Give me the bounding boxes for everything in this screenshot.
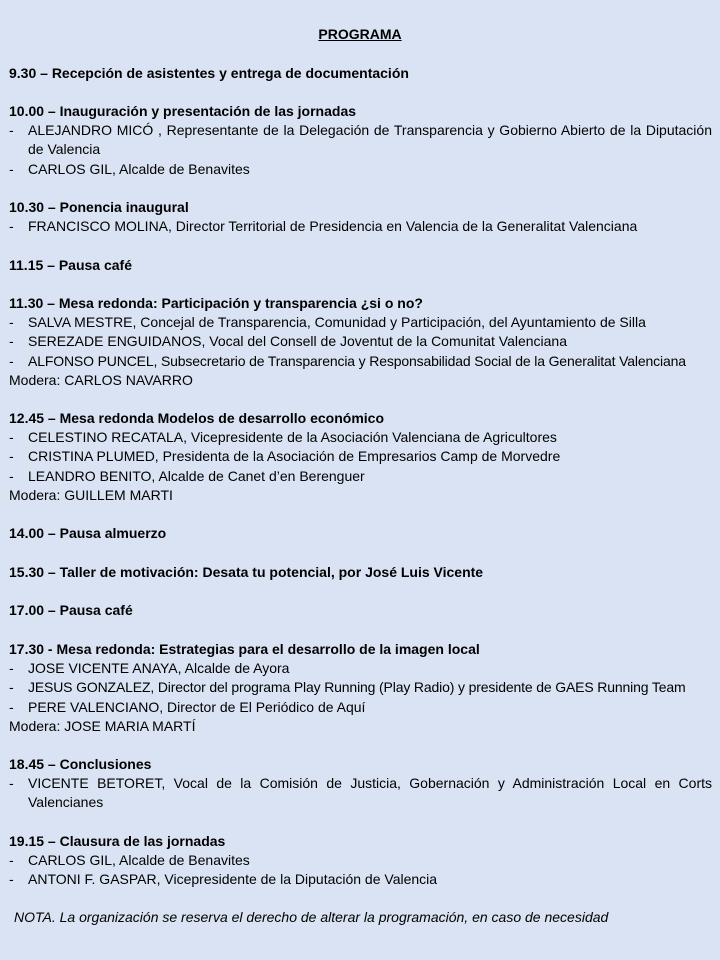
- list-item: [9, 851, 712, 870]
- list-item: [9, 447, 712, 466]
- list-item-text: JOSE VICENTE ANAYA, Alcalde de Ayora: [28, 660, 290, 677]
- list-item-text: ALFONSO PUNCEL, Subsecretario de Transparencia y Responsabilidad Social de la Generalitat Valenciana: [28, 352, 686, 369]
- section-conclusions: [9, 755, 712, 813]
- page-title: PROGRAMA: [318, 26, 402, 42]
- bullet-dash: -: [9, 660, 14, 677]
- bullet-dash: -: [9, 429, 14, 446]
- bullet-dash: -: [9, 333, 14, 350]
- bullet-dash: -: [9, 122, 14, 139]
- disclaimer-note: NOTA. La organización se reserva el derecho de alterar la programación, en caso de necesidad: [14, 909, 609, 925]
- list-item: [9, 428, 712, 447]
- list-item: [9, 698, 712, 717]
- section-round-table-1: [9, 294, 712, 390]
- section-opening-talk: [9, 198, 712, 236]
- moderator-line: Modera: JOSE MARIA MARTÍ: [9, 717, 196, 734]
- list-item-text: PERE VALENCIANO, Director de El Periódico de Aquí: [28, 698, 366, 715]
- section-heading: 12.45 – Mesa redonda Modelos de desarrollo económico: [9, 410, 385, 426]
- list-item-text: SALVA MESTRE, Concejal de Transparencia, Comunidad y Participación, del Ayuntamiento de Silla: [28, 314, 646, 331]
- list-item: [9, 121, 712, 159]
- list-item: [9, 870, 712, 889]
- list-item-text: ALEJANDRO MICÓ , Representante de la Delegación de Transparencia y Gobierno Abierto de la Diputación de Valencia: [28, 122, 712, 158]
- section-heading: 10.00 – Inauguración y presentación de las jornadas: [9, 103, 357, 119]
- list-item-text: LEANDRO BENITO, Alcalde de Canet d’en Berenguer: [28, 467, 365, 484]
- list-item-text: CELESTINO RECATALA, Vicepresidente de la Asociación Valenciana de Agricultores: [28, 429, 557, 446]
- section-workshop: [9, 563, 712, 582]
- section-round-table-2: [9, 409, 712, 505]
- section-heading: 10.30 – Ponencia inaugural: [9, 199, 189, 215]
- section-heading: 18.45 – Conclusiones: [9, 756, 152, 772]
- section-heading: 17.30 - Mesa redonda: Estrategias para el desarrollo de la imagen local: [9, 641, 480, 657]
- section-heading: 9.30 – Recepción de asistentes y entrega de documentación: [9, 65, 409, 81]
- list-item-text: VICENTE BETORET, Vocal de la Comisión de Justicia, Gobernación y Administración Local en Corts Valencianes: [28, 775, 712, 811]
- moderator-line: Modera: CARLOS NAVARRO: [9, 371, 193, 388]
- section-heading: 17.00 – Pausa café: [9, 602, 133, 618]
- list-item-text: SEREZADE ENGUIDANOS, Vocal del Consell de Joventut de la Comunitat Valenciana: [28, 333, 567, 350]
- section-coffee-break-1: [9, 256, 712, 275]
- bullet-dash: -: [9, 160, 14, 177]
- bullet-dash: -: [9, 467, 14, 484]
- bullet-dash: -: [9, 448, 14, 465]
- list-item: [9, 313, 712, 332]
- section-heading: 11.30 – Mesa redonda: Participación y transparencia ¿si o no?: [9, 295, 423, 311]
- bullet-dash: -: [9, 352, 14, 369]
- list-item-text: CARLOS GIL, Alcalde de Benavites: [28, 852, 250, 869]
- bullet-dash: -: [9, 314, 14, 331]
- bullet-dash: -: [9, 218, 14, 235]
- section-closing: [9, 832, 712, 890]
- list-item: [9, 217, 712, 236]
- list-item: [9, 659, 712, 678]
- section-heading: 19.15 – Clausura de las jornadas: [9, 833, 226, 849]
- moderator-line: Modera: GUILLEM MARTI: [9, 486, 173, 503]
- list-item-text: ANTONI F. GASPAR, Vicepresidente de la Diputación de Valencia: [28, 871, 438, 888]
- section-reception: [9, 64, 712, 83]
- section-inauguration: [9, 102, 712, 179]
- section-round-table-3: [9, 640, 712, 736]
- bullet-dash: -: [9, 852, 14, 869]
- list-item-text: CARLOS GIL, Alcalde de Benavites: [28, 160, 250, 177]
- bullet-dash: -: [9, 698, 14, 715]
- list-item-text: JESUS GONZALEZ, Director del programa Play Running (Play Radio) y presidente de GAES Running Team: [28, 679, 686, 696]
- list-item: [9, 352, 712, 371]
- list-item-text: CRISTINA PLUMED, Presidenta de la Asociación de Empresarios Camp de Morvedre: [28, 448, 561, 465]
- list-item: [9, 678, 712, 697]
- list-item: [9, 467, 712, 486]
- section-lunch-break: [9, 524, 712, 543]
- section-heading: 15.30 – Taller de motivación: Desata tu potencial, por José Luis Vicente: [9, 564, 484, 580]
- bullet-dash: -: [9, 679, 14, 696]
- section-coffee-break-2: [9, 601, 712, 620]
- list-item: [9, 160, 712, 179]
- list-item: [9, 774, 712, 812]
- bullet-dash: -: [9, 871, 14, 888]
- bullet-dash: -: [9, 775, 14, 792]
- list-item-text: FRANCISCO MOLINA, Director Territorial de Presidencia en Valencia de la Generalitat Valenciana: [28, 218, 638, 235]
- list-item: [9, 332, 712, 351]
- section-heading: 14.00 – Pausa almuerzo: [9, 525, 167, 541]
- section-heading: 11.15 – Pausa café: [9, 257, 132, 273]
